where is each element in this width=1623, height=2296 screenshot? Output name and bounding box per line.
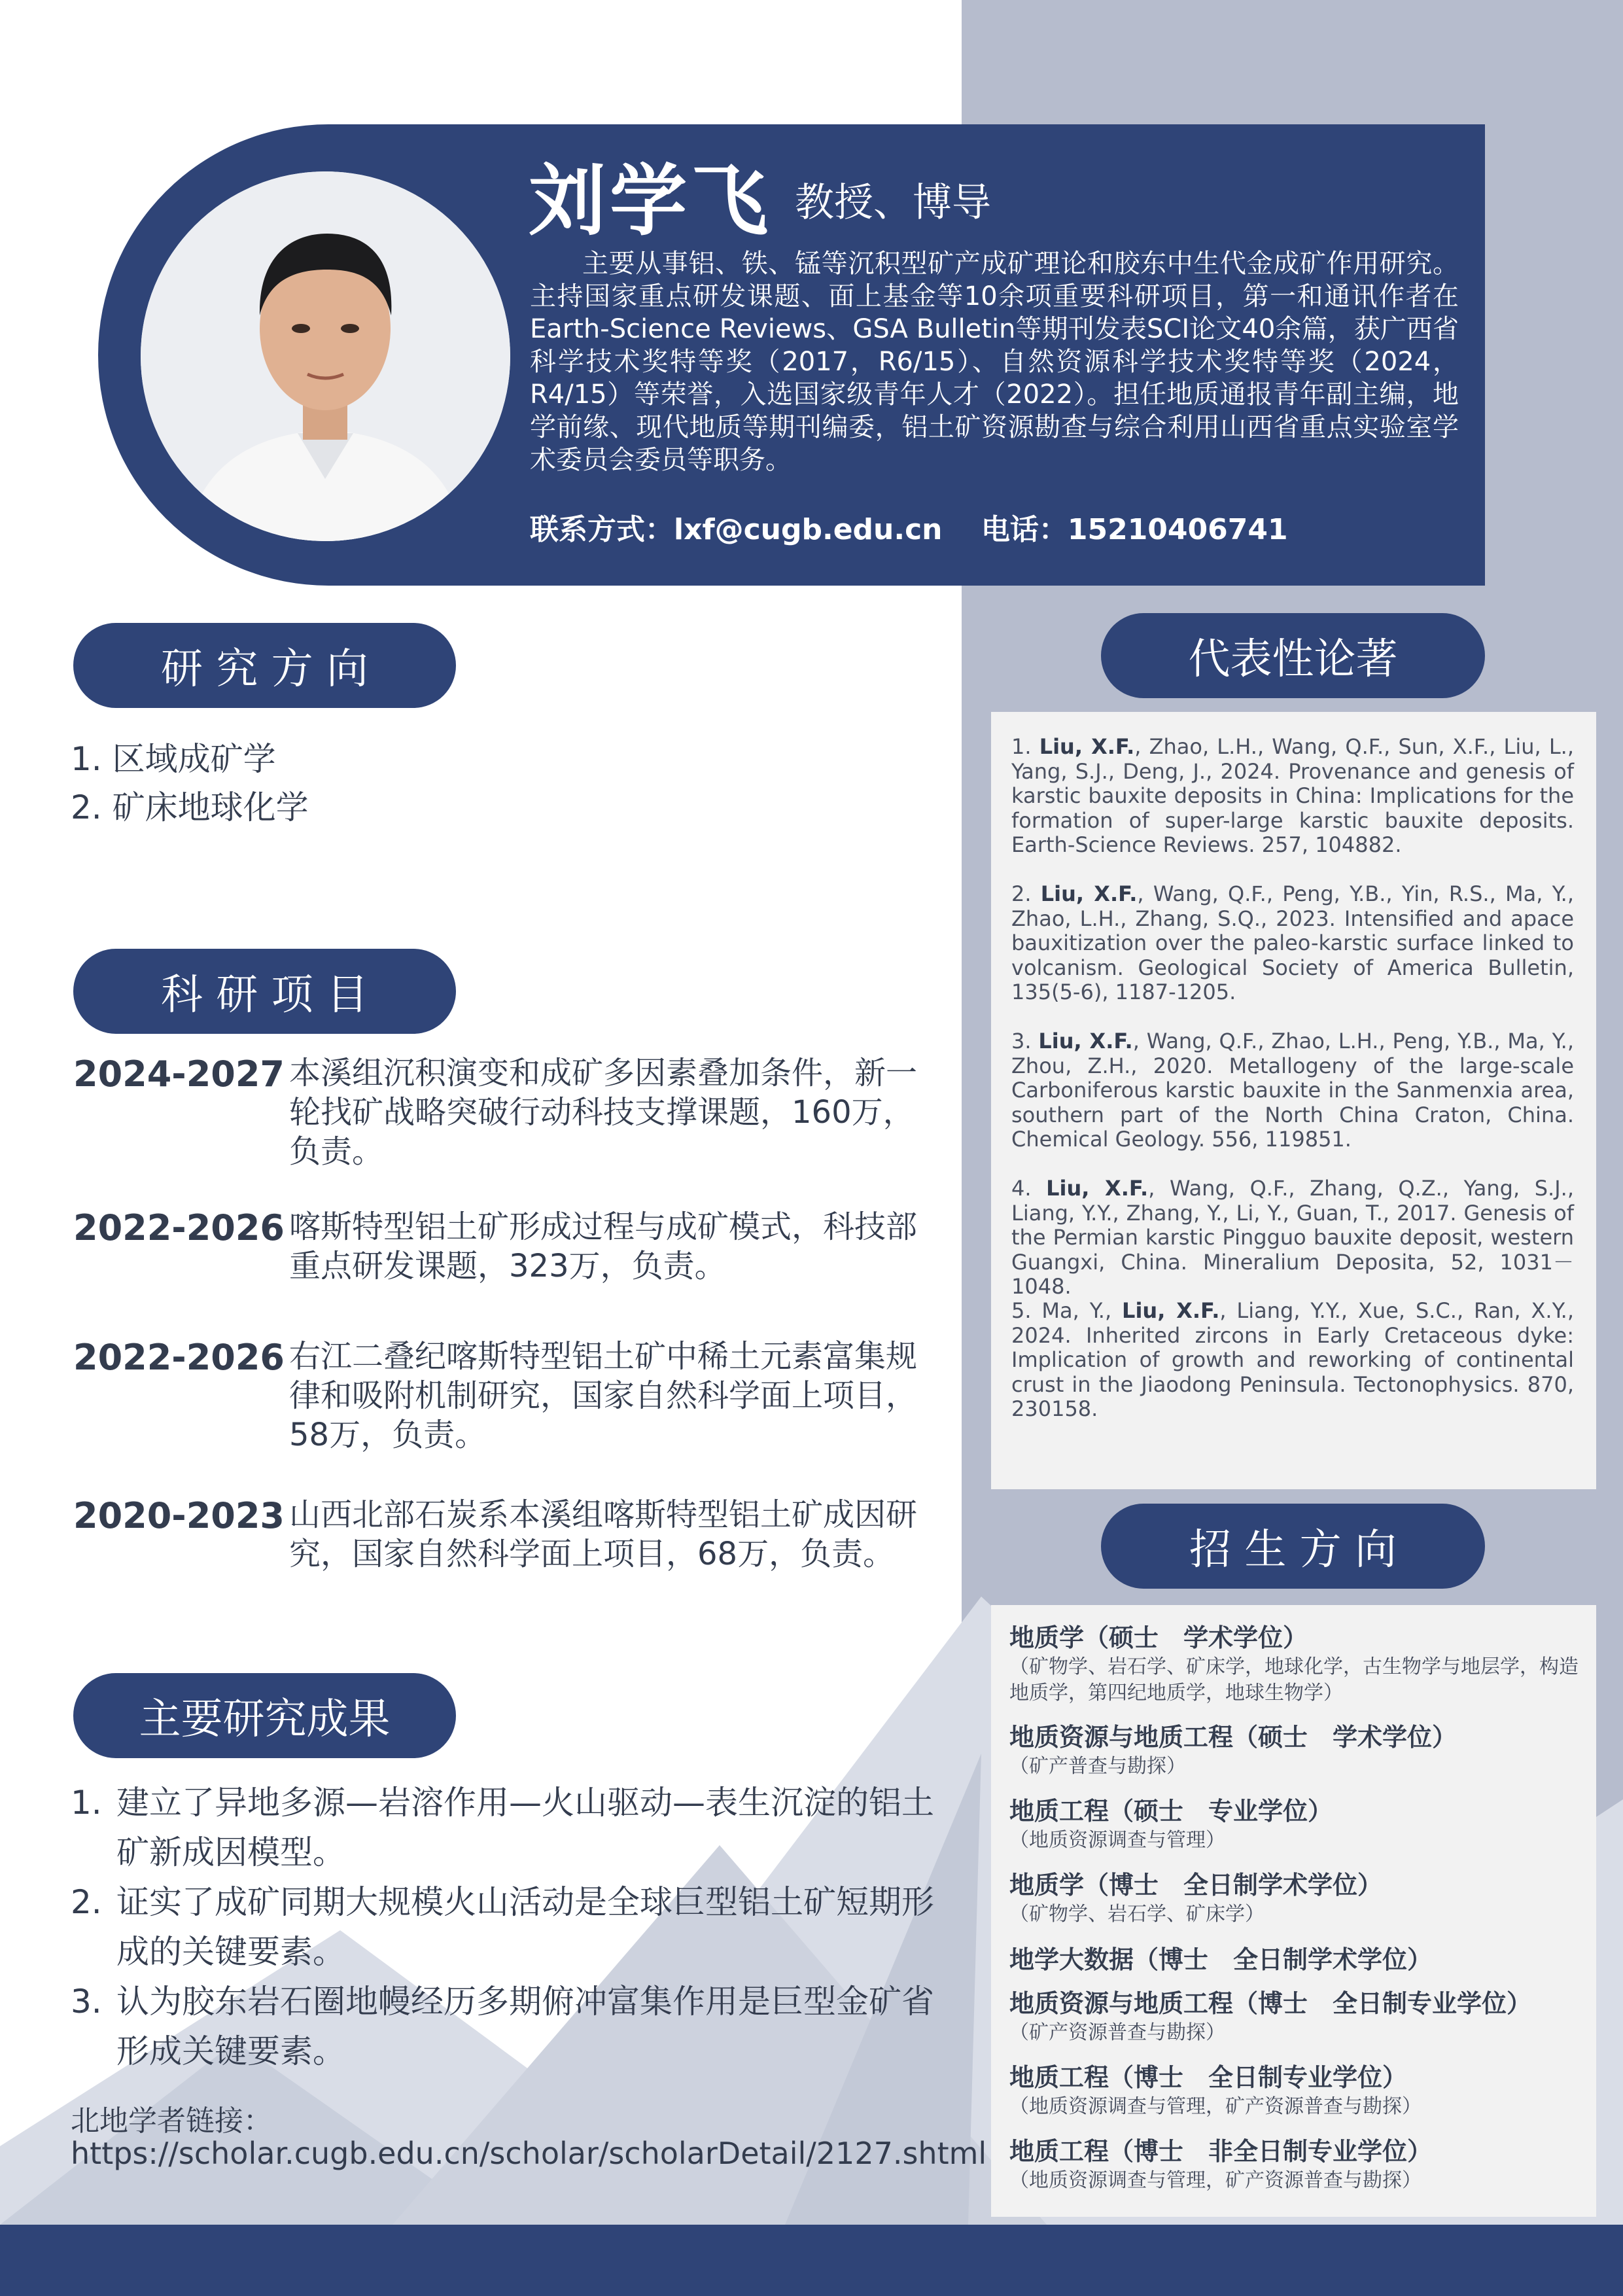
list-number: 3. <box>71 1983 102 2021</box>
profile-name: 刘学飞 <box>529 156 773 246</box>
admission-title: 地质工程（博士 全日制专业学位） <box>1009 2063 1408 2092</box>
author-highlight: Liu, X.F. <box>1040 881 1138 906</box>
project-description: 喀斯特型铝土矿形成过程与成矿模式，科技部重点研发课题，323万，负责。 <box>289 1209 918 1284</box>
admission-item <box>1009 1621 1585 1706</box>
project-years: 2022-2026 <box>73 1337 285 1378</box>
list-item: 1. 区域成矿学 <box>71 740 276 778</box>
publication-item: 3. Liu, X.F., Wang, Q.F., Zhao, L.H., Peng, Y.B., Ma, Y., Zhou, Z.H., 2020. Metallogeny of the large-scale Carboniferous karstic bauxite in the Sanmenxia area, southern part of the North China Craton, China. Chemical Geology. 556, 119851. <box>1011 1029 1575 1152</box>
admission-title: 地质工程（硕士 专业学位） <box>1009 1797 1333 1826</box>
section-header-publications: 代表性论著 <box>1101 613 1485 698</box>
project-years: 2022-2026 <box>73 1207 285 1248</box>
admission-item <box>1009 1943 1585 1976</box>
list-item: 2. 矿床地球化学 <box>71 788 309 826</box>
list-number: 1. <box>71 1784 102 1822</box>
project-years: 2020-2023 <box>73 1495 285 1536</box>
publication-item: 5. Ma, Y., Liu, X.F., Liang, Y.Y., Xue, S.C., Ran, X.Y., 2024. Inherited zircons in Early Cretaceous dyke: Implication of growth and reworking of continental crust in the Jiaodong Peninsula. Tectonophysics. 870, 230158. <box>1011 1298 1575 1421</box>
contact-line <box>530 506 1317 548</box>
section-header-achievements: 主要研究成果 <box>73 1673 456 1758</box>
publication-item: 2. Liu, X.F., Wang, Q.F., Peng, Y.B., Yin, R.S., Ma, Y., Zhao, L.H., Zhang, S.Q., 2023. Intensified and apace bauxitization over the paleo-karstic surface linked to volcanism. Geological Society of America Bulletin, 135(5-6), 1187-1205. <box>1011 881 1574 1004</box>
scholar-link[interactable]: https://scholar.cugb.edu.cn/scholar/scholarDetail/2127.shtml <box>71 2136 987 2171</box>
section-header-research-direction: 研 究 方 向 <box>73 623 456 708</box>
admission-item <box>1009 1721 1585 1780</box>
author-highlight: Liu, X.F. <box>1039 734 1135 759</box>
admission-subfields: （地质资源调查与管理，矿产资源普查与勘探） <box>1009 2095 1422 2118</box>
profile-bio: 主要从事铝、铁、锰等沉积型矿产成矿理论和胶东中生代金成矿作用研究。主持国家重点研发课题、面上基金等10余项重要科研项目，第一和通讯作者在Earth-Science Reviews、GSA Bulletin等期刊发表SCI论文40余篇，获广西省科学技术奖特等奖（2017，R6/15）、自然资源科学技术奖特等奖（2024，R4/15）等荣誉，入选国家级青年人才（2022）。担任地质通报青年副主编，地学前缘、现代地质等期刊编委，铝土矿资源勘查与综合利用山西省重点实验室学术委员会委员等职务。 <box>530 249 1459 475</box>
project-description: 本溪组沉积演变和成矿多因素叠加条件，新一轮找矿战略突破行动科技支撑课题，160万，负责。 <box>289 1055 918 1170</box>
list-text: 建立了异地多源—岩溶作用—火山驱动—表生沉淀的铝土矿新成因模型。 <box>116 1784 934 1871</box>
project-description: 右江二叠纪喀斯特型铝土矿中稀土元素富集规律和吸附机制研究，国家自然科学面上项目，58万，负责。 <box>289 1338 918 1453</box>
list-number: 2. <box>71 1883 102 1921</box>
list-item <box>71 1877 941 1977</box>
admission-subfields: （矿物学、岩石学、矿床学，地球化学，古生物学与地层学，构造地质学，第四纪地质学，地球生物学） <box>1009 1655 1579 1704</box>
contact-phone: 电话：15210406741 <box>981 513 1288 546</box>
admission-item <box>1009 1795 1585 1854</box>
admission-title: 地学大数据（博士 全日制学术学位） <box>1009 1945 1433 1974</box>
list-text: 认为胶东岩石圈地幔经历多期俯冲富集作用是巨型金矿省形成关键要素。 <box>116 1983 934 2070</box>
research-direction-list <box>71 735 309 832</box>
footer-bar <box>0 2225 1623 2296</box>
admission-subfields: （矿产普查与勘探） <box>1009 1755 1186 1778</box>
list-item <box>71 1778 941 1877</box>
scholar-link-label: 北地学者链接： <box>71 2104 272 2138</box>
admission-title: 地质资源与地质工程（硕士 学术学位） <box>1009 1723 1457 1752</box>
admission-subfields: （地质资源调查与管理，矿产资源普查与勘探） <box>1009 2169 1422 2192</box>
admission-item <box>1009 2135 1585 2194</box>
achievements-list <box>71 1778 941 2076</box>
author-highlight: Liu, X.F. <box>1038 1029 1133 1053</box>
admission-title: 地质学（硕士 学术学位） <box>1009 1623 1308 1652</box>
publication-item: 4. Liu, X.F., Wang, Q.F., Zhang, Q.Z., Yang, S.J., Liang, Y.Y., Zhang, Y., Li, Y., Guan, T., 2017. Genesis of the Permian karstic Pingguo bauxite deposit, western Guangxi, China. Mineralium Deposita, 52, 1031－1048. <box>1011 1176 1575 1299</box>
section-header-research-projects: 科 研 项 目 <box>73 949 456 1034</box>
admission-item <box>1009 1987 1585 2046</box>
author-highlight: Liu, X.F. <box>1122 1298 1220 1323</box>
project-description: 山西北部石炭系本溪组喀斯特型铝土矿成因研究，国家自然科学面上项目，68万，负责。 <box>289 1496 918 1572</box>
profile-title: 教授、博导 <box>795 180 991 226</box>
admission-item <box>1009 1869 1585 1928</box>
profile-photo <box>141 171 510 541</box>
project-years: 2024-2027 <box>73 1053 285 1095</box>
admission-subfields: （矿产资源普查与勘探） <box>1009 2021 1225 2044</box>
publication-item: 1. Liu, X.F., Zhao, L.H., Wang, Q.F., Sun, X.F., Liu, L., Yang, S.J., Deng, J., 2024. Provenance and genesis of karstic bauxite deposits in China: Implications for the formation of super-large karstic bauxite deposits. Earth-Science Reviews. 257, 104882. <box>1011 734 1575 857</box>
admission-title: 地质工程（博士 非全日制专业学位） <box>1009 2137 1433 2166</box>
author-highlight: Liu, X.F. <box>1046 1176 1149 1201</box>
admission-title: 地质资源与地质工程（博士 全日制专业学位） <box>1009 1989 1532 2018</box>
person-portrait-icon <box>141 171 510 541</box>
list-text: 证实了成矿同期大规模火山活动是全球巨型铝土矿短期形成的关键要素。 <box>116 1883 934 1971</box>
section-header-admissions: 招 生 方 向 <box>1101 1504 1485 1589</box>
admission-subfields: （地质资源调查与管理） <box>1009 1829 1225 1852</box>
admission-title: 地质学（博士 全日制学术学位） <box>1009 1871 1383 1899</box>
admission-item <box>1009 2061 1585 2120</box>
list-item <box>71 1977 941 2076</box>
admission-subfields: （矿物学、岩石学、矿床学） <box>1009 1903 1265 1926</box>
contact-email: 联系方式：lxf@cugb.edu.cn <box>530 513 943 546</box>
